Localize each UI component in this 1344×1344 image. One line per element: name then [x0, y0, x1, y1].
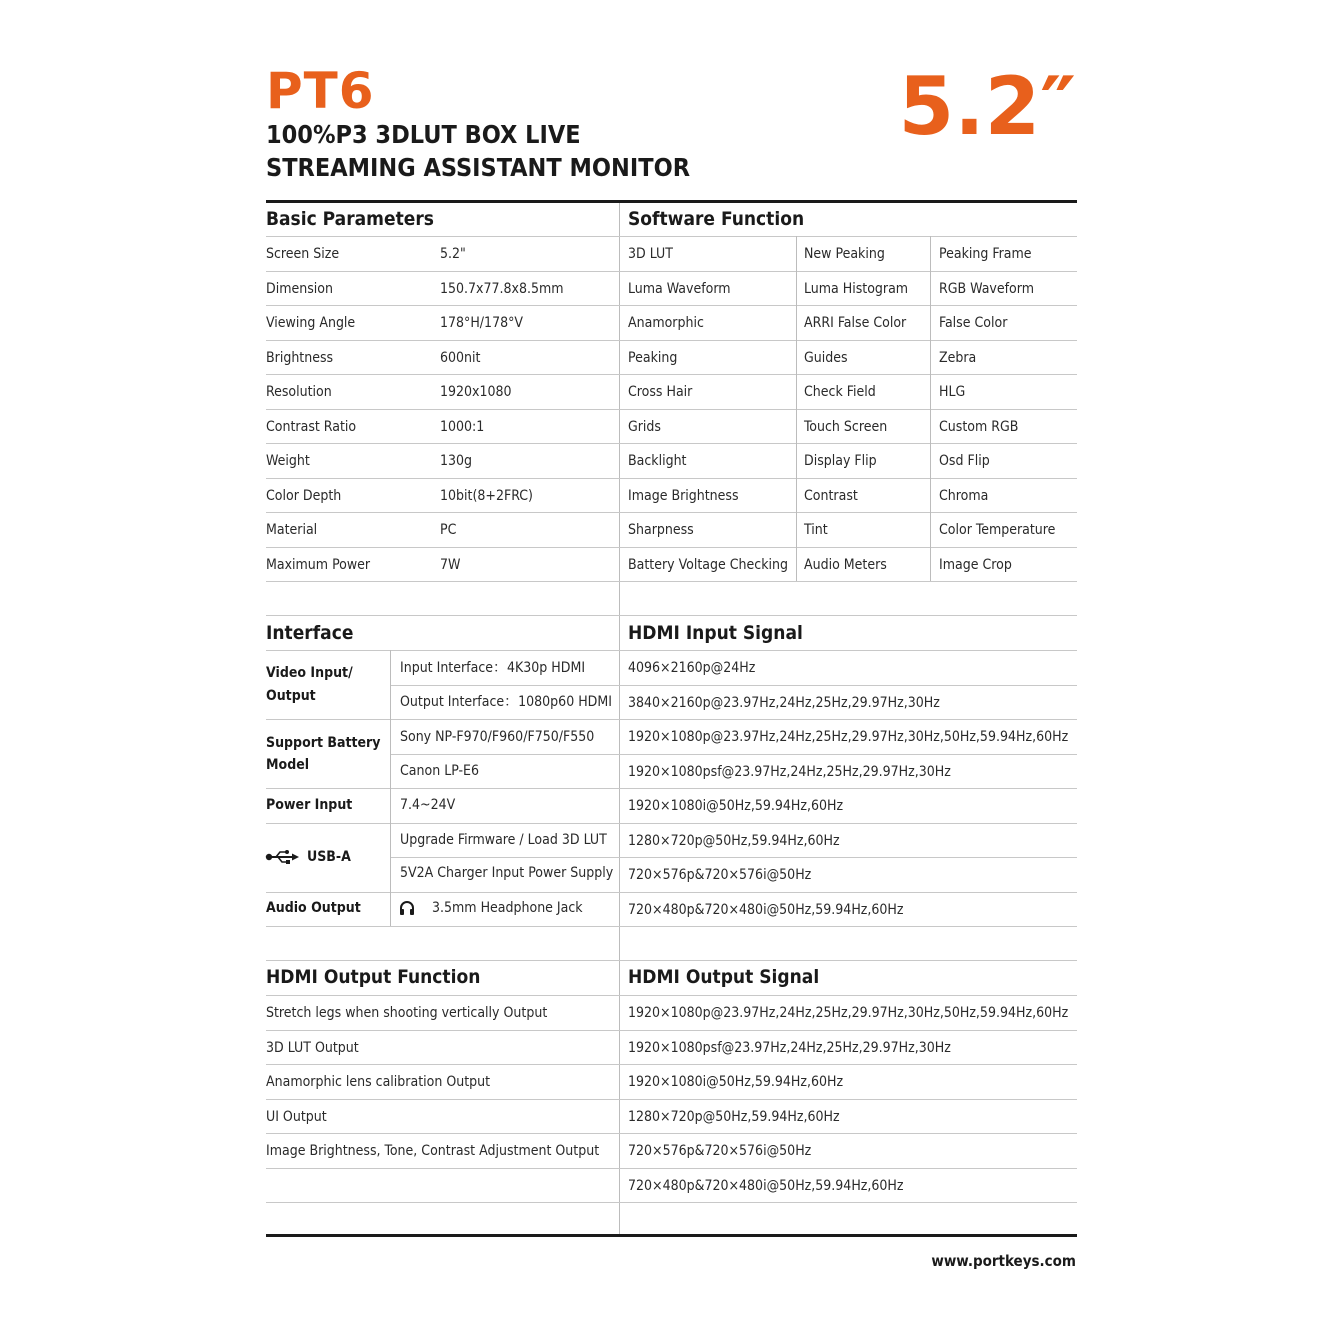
section-header-divider [266, 236, 1077, 237]
software-function-item: Luma Histogram [804, 281, 909, 297]
power-input-value: 7.4~24V [400, 797, 456, 813]
software-function-item: Luma Waveform [628, 281, 731, 297]
usb-firmware-value: Upgrade Firmware / Load 3D LUT [400, 832, 607, 848]
row-divider [266, 305, 1077, 306]
hdmi-output-function-row: UI Output [266, 1109, 327, 1125]
interface-label-divider [390, 650, 391, 926]
software-function-item: RGB Waveform [939, 281, 1034, 297]
software-function-item: HLG [939, 384, 966, 400]
basic-param-label: Dimension [266, 281, 333, 297]
interface-group-divider [266, 926, 620, 927]
hdmi-output-function-row: Stretch legs when shooting vertically Output [266, 1005, 548, 1021]
basic-param-value: 600nit [440, 350, 481, 366]
hdmi-input-signal-row: 720×480p&720×480i@50Hz,59.94Hz,60Hz [628, 902, 904, 918]
software-function-item: 3D LUT [628, 246, 673, 262]
basic-param-value: 130g [440, 453, 473, 469]
software-function-item: Chroma [939, 488, 989, 504]
software-function-item: Anamorphic [628, 315, 704, 331]
software-function-item: Color Temperature [939, 522, 1056, 538]
software-function-item: Peaking [628, 350, 678, 366]
headphone-icon [399, 900, 415, 916]
audio-output-value: 3.5mm Headphone Jack [432, 900, 583, 916]
row-divider [266, 1133, 1077, 1134]
hdmi-output-function-row: Anamorphic lens calibration Output [266, 1074, 491, 1090]
audio-output-label: Audio Output [266, 900, 361, 916]
basic-param-label: Resolution [266, 384, 332, 400]
software-function-item: Tint [804, 522, 828, 538]
basic-param-value: 5.2" [440, 246, 466, 262]
row-divider [266, 340, 1077, 341]
interface-group-divider [266, 719, 620, 720]
software-function-item: New Peaking [804, 246, 885, 262]
row-divider [266, 1064, 1077, 1065]
basic-param-label: Material [266, 522, 318, 538]
hdmi-output-signal-row: 720×576p&720×576i@50Hz [628, 1143, 812, 1159]
software-function-item: Battery Voltage Checking [628, 557, 788, 573]
row-divider [266, 478, 1077, 479]
section-header-divider [266, 995, 1077, 996]
software-function-item: Sharpness [628, 522, 694, 538]
battery-sony-value: Sony NP-F970/F960/F750/F550 [400, 729, 595, 745]
hdmi-input-signal-row: 3840×2160p@23.97Hz,24Hz,25Hz,29.97Hz,30Hz [628, 695, 940, 711]
basic-param-value: 178°H/178°V [440, 315, 523, 331]
row-divider [620, 788, 1077, 789]
software-function-item: Touch Screen [804, 419, 888, 435]
hdmi-output-function-title: HDMI Output Function [266, 966, 481, 988]
row-divider [620, 926, 1077, 927]
row-divider [266, 374, 1077, 375]
hdmi-input-signal-row: 1920×1080i@50Hz,59.94Hz,60Hz [628, 798, 844, 814]
screen-size-headline: 5.2″ [898, 60, 1076, 153]
row-divider [620, 857, 1077, 858]
basic-param-label: Contrast Ratio [266, 419, 357, 435]
row-divider [266, 409, 1077, 410]
software-function-item: Guides [804, 350, 848, 366]
video-io-label-line1: Video Input/ [266, 665, 353, 681]
row-divider [620, 719, 1077, 720]
usb-charger-value: 5V2A Charger Input Power Supply [400, 865, 614, 881]
interface-title: Interface [266, 622, 354, 644]
interface-group-divider [266, 823, 620, 824]
section-header-divider [266, 650, 1077, 651]
row-divider [266, 271, 1077, 272]
basic-param-label: Color Depth [266, 488, 342, 504]
subtitle-line-1: 100%P3 3DLUT BOX LIVE [266, 120, 581, 149]
software-function-item: Custom RGB [939, 419, 1019, 435]
row-divider [266, 443, 1077, 444]
row-divider [266, 547, 1077, 548]
basic-param-value: 1920x1080 [440, 384, 512, 400]
software-function-item: ARRI False Color [804, 315, 907, 331]
top-rule [266, 200, 1077, 203]
hdmi-input-signal-row: 4096×2160p@24Hz [628, 660, 756, 676]
video-input-value: Input Interface：4K30p HDMI [400, 660, 586, 676]
power-input-label: Power Input [266, 797, 353, 813]
model-name: PT6 [266, 62, 375, 120]
row-divider [266, 512, 1077, 513]
hdmi-output-function-row: 3D LUT Output [266, 1040, 359, 1056]
software-function-item: Grids [628, 419, 661, 435]
row-divider [266, 581, 1077, 582]
interface-subrow-divider [391, 685, 620, 686]
row-divider [620, 823, 1077, 824]
section-divider [266, 615, 1077, 616]
software-function-title: Software Function [628, 208, 805, 230]
hdmi-input-signal-title: HDMI Input Signal [628, 622, 803, 644]
hdmi-output-signal-row: 1920×1080i@50Hz,59.94Hz,60Hz [628, 1074, 844, 1090]
hdmi-output-function-row: Image Brightness, Tone, Contrast Adjustment Output [266, 1143, 600, 1159]
software-function-item: Image Crop [939, 557, 1012, 573]
usb-icon [265, 849, 299, 865]
battery-canon-value: Canon LP-E6 [400, 763, 480, 779]
software-function-item: Cross Hair [628, 384, 693, 400]
software-function-item: Zebra [939, 350, 977, 366]
basic-param-value: 150.7x77.8x8.5mm [440, 281, 564, 297]
website-url: www.portkeys.com [931, 1252, 1076, 1270]
hdmi-input-signal-row: 1920×1080p@23.97Hz,24Hz,25Hz,29.97Hz,30Hz,50Hz,59.94Hz,60Hz [628, 729, 1069, 745]
battery-label-line2: Model [266, 757, 310, 773]
software-function-item: Display Flip [804, 453, 877, 469]
software-function-item: Check Field [804, 384, 876, 400]
basic-param-value: 7W [440, 557, 461, 573]
usb-label: USB-A [307, 849, 351, 865]
basic-param-label: Maximum Power [266, 557, 371, 573]
basic-param-value: 10bit(8+2FRC) [440, 488, 533, 504]
hdmi-output-signal-row: 1280×720p@50Hz,59.94Hz,60Hz [628, 1109, 840, 1125]
software-function-item: Contrast [804, 488, 858, 504]
row-divider [266, 1168, 1077, 1169]
basic-param-value: 1000:1 [440, 419, 485, 435]
software-function-item: False Color [939, 315, 1008, 331]
basic-parameters-title: Basic Parameters [266, 208, 434, 230]
row-divider [620, 685, 1077, 686]
row-divider [620, 892, 1077, 893]
basic-param-value: PC [440, 522, 457, 538]
software-function-item: Image Brightness [628, 488, 739, 504]
section-divider [266, 960, 1077, 961]
hdmi-input-signal-row: 1280×720p@50Hz,59.94Hz,60Hz [628, 833, 840, 849]
row-divider [620, 754, 1077, 755]
video-output-value: Output Interface：1080p60 HDMI [400, 694, 612, 710]
hdmi-output-signal-row: 1920×1080psf@23.97Hz,24Hz,25Hz,29.97Hz,30Hz [628, 1040, 951, 1056]
interface-subrow-divider [391, 754, 620, 755]
software-function-item: Audio Meters [804, 557, 887, 573]
hdmi-output-signal-title: HDMI Output Signal [628, 966, 820, 988]
hdmi-input-signal-row: 1920×1080psf@23.97Hz,24Hz,25Hz,29.97Hz,30Hz [628, 764, 951, 780]
row-divider [266, 1099, 1077, 1100]
row-divider [266, 1030, 1077, 1031]
software-function-item: Backlight [628, 453, 687, 469]
basic-param-label: Weight [266, 453, 310, 469]
hdmi-output-signal-row: 1920×1080p@23.97Hz,24Hz,25Hz,29.97Hz,30Hz,50Hz,59.94Hz,60Hz [628, 1005, 1069, 1021]
basic-param-label: Screen Size [266, 246, 340, 262]
software-function-item: Peaking Frame [939, 246, 1032, 262]
software-col-divider-2 [930, 236, 931, 581]
basic-param-label: Viewing Angle [266, 315, 356, 331]
software-function-item: Osd Flip [939, 453, 990, 469]
interface-group-divider [266, 788, 620, 789]
row-divider [266, 1202, 1077, 1203]
hdmi-output-signal-row: 720×480p&720×480i@50Hz,59.94Hz,60Hz [628, 1178, 904, 1194]
video-io-label-line2: Output [266, 688, 316, 704]
battery-label-line1: Support Battery [266, 735, 381, 751]
interface-group-divider [266, 892, 620, 893]
basic-param-label: Brightness [266, 350, 334, 366]
interface-subrow-divider [391, 857, 620, 858]
subtitle-line-2: STREAMING ASSISTANT MONITOR [266, 153, 691, 182]
hdmi-input-signal-row: 720×576p&720×576i@50Hz [628, 867, 812, 883]
bottom-rule [266, 1234, 1077, 1237]
software-col-divider-1 [796, 236, 797, 581]
